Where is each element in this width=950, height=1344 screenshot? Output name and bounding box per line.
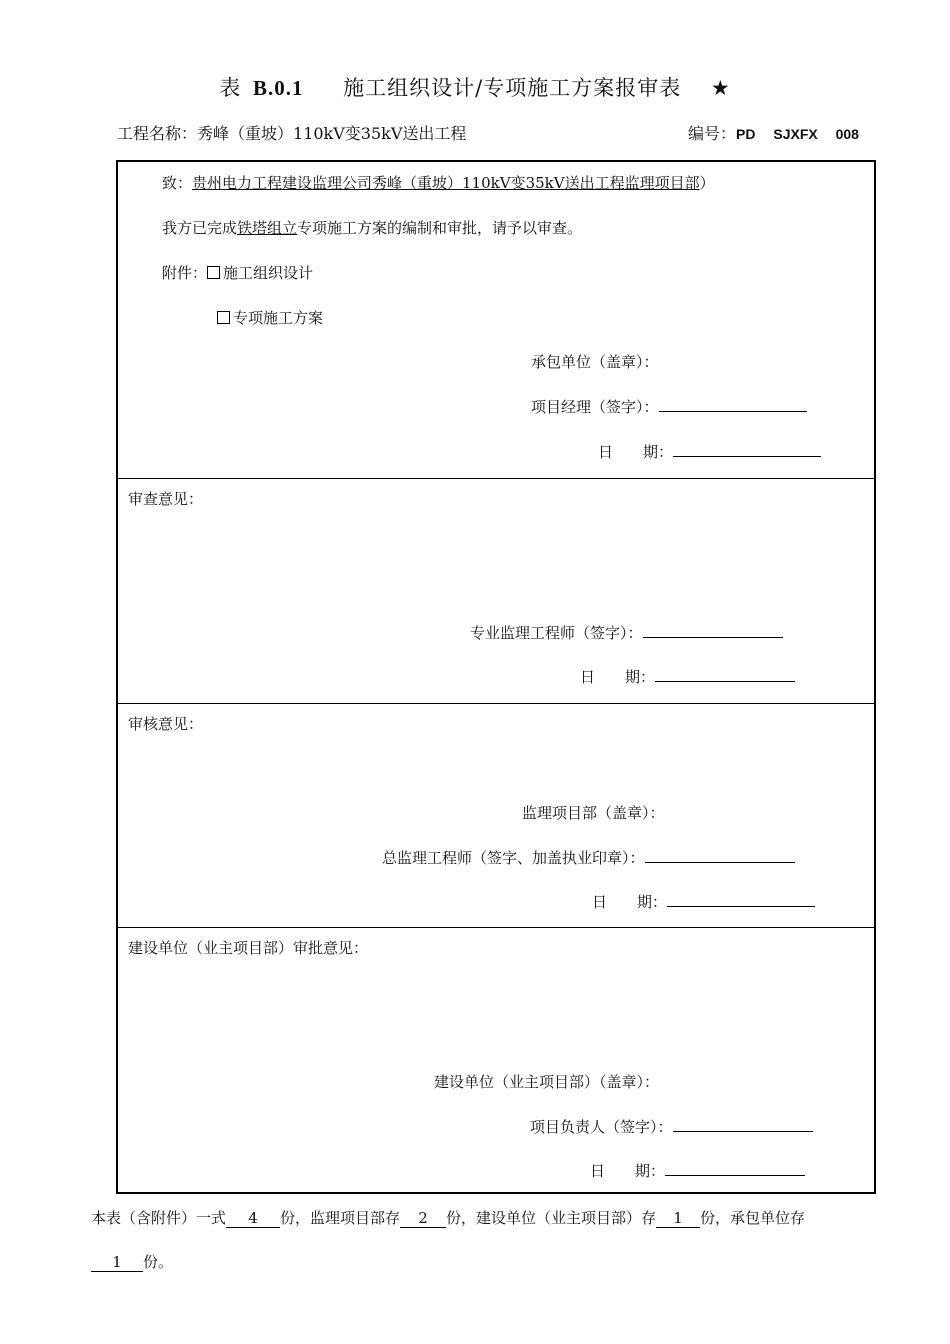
addressee-line [162, 172, 715, 193]
copies-contractor: 1 [91, 1253, 143, 1272]
owner-sign-label: 项目负责人（签字）： [530, 1118, 673, 1136]
owner-approval-heading: 建设单位（业主项目部）审批意见： [128, 939, 369, 957]
date-field-3[interactable] [667, 892, 815, 907]
copies-note-line-2 [91, 1251, 173, 1272]
date-label-4: 日 期： [590, 1162, 666, 1180]
title-code: B.0.1 [252, 76, 304, 100]
attachment-line [162, 262, 313, 283]
date-label-2: 日 期： [580, 668, 656, 686]
project-name-label: 工程名称： [117, 124, 198, 143]
addressee-org: 贵州电力工程建设监理公司秀峰（重坡）110kV变35kV送出工程监理项目部 [192, 174, 700, 192]
engineer-sign-label: 专业监理工程师（签字）： [470, 624, 643, 642]
copies-text-4: 份，承包单位存 [700, 1209, 806, 1227]
pm-sign-row [531, 396, 807, 417]
engineer-sign-field[interactable] [643, 623, 783, 638]
date-label-3: 日 期： [592, 893, 668, 911]
attachment-label: 附件： [162, 264, 208, 282]
checkbox-construction-design[interactable] [207, 266, 220, 279]
review-opinion-heading: 审查意见： [128, 490, 204, 508]
copies-text-3: 份，建设单位（业主项目部）存 [446, 1209, 657, 1227]
addressee-label: 致： [162, 174, 193, 192]
copies-note-line-1 [91, 1207, 805, 1228]
copies-total: 4 [226, 1209, 280, 1228]
date-field-2[interactable] [655, 667, 795, 682]
chief-sign-label: 总监理工程师（签字、加盖执业印章）： [382, 849, 645, 867]
owner-sign-row [530, 1116, 813, 1137]
star-icon: ★ [710, 76, 731, 100]
audit-opinion-heading: 审核意见： [128, 715, 204, 733]
review-form-table [116, 160, 876, 1194]
date-row-4 [590, 1160, 805, 1181]
date-row-3 [592, 891, 815, 912]
attachment-line-2 [217, 307, 323, 328]
review-opinion-section [118, 479, 874, 704]
chief-sign-field[interactable] [645, 848, 795, 863]
title-text: 施工组织设计/专项施工方案报审表 [343, 76, 682, 100]
pm-sign-field[interactable] [659, 397, 807, 412]
supervision-dept-seal-label: 监理项目部（盖章）： [522, 804, 665, 822]
statement-post: 专项施工方案的编制和审批，请予以审查。 [297, 219, 583, 237]
addressee-end: ） [699, 174, 715, 192]
serial-number-label: 编号： [688, 124, 737, 143]
date-row-2 [580, 666, 795, 687]
owner-seal-label: 建设单位（业主项目部）（盖章）： [434, 1073, 660, 1091]
copies-text-2: 份，监理项目部存 [280, 1209, 401, 1227]
copies-text-5: 份。 [143, 1253, 174, 1271]
submission-statement [162, 217, 582, 238]
statement-pre: 我方已完成 [162, 219, 238, 237]
audit-opinion-section [118, 704, 874, 928]
submission-section [118, 162, 874, 479]
date-row-1 [598, 441, 821, 462]
project-name-value: 秀峰（重坡）110kV变35kV送出工程 [197, 124, 467, 143]
copies-owner: 1 [656, 1209, 700, 1228]
date-field-4[interactable] [665, 1161, 805, 1176]
title-prefix: 表 [219, 76, 242, 100]
pm-sign-label: 项目经理（签字）： [531, 398, 659, 416]
statement-item: 铁塔组立 [237, 219, 298, 237]
form-title [0, 72, 950, 102]
owner-approval-section [118, 928, 874, 1192]
project-name-row [117, 121, 466, 144]
date-label-1: 日 期： [598, 443, 674, 461]
attachment-option-special-plan: 专项施工方案 [233, 309, 324, 327]
contractor-seal-label: 承包单位（盖章）： [531, 353, 659, 371]
date-field-1[interactable] [673, 442, 821, 457]
serial-number-row [688, 121, 859, 144]
engineer-sign-row [470, 622, 783, 643]
checkbox-special-plan[interactable] [217, 311, 230, 324]
owner-sign-field[interactable] [673, 1117, 813, 1132]
copies-supervision: 2 [400, 1209, 446, 1228]
chief-sign-row [382, 847, 795, 868]
copies-text-1: 本表（含附件）一式 [91, 1209, 227, 1227]
serial-number-value: PD SJXFX 008 [736, 126, 859, 142]
attachment-option-construction-design: 施工组织设计 [223, 264, 314, 282]
